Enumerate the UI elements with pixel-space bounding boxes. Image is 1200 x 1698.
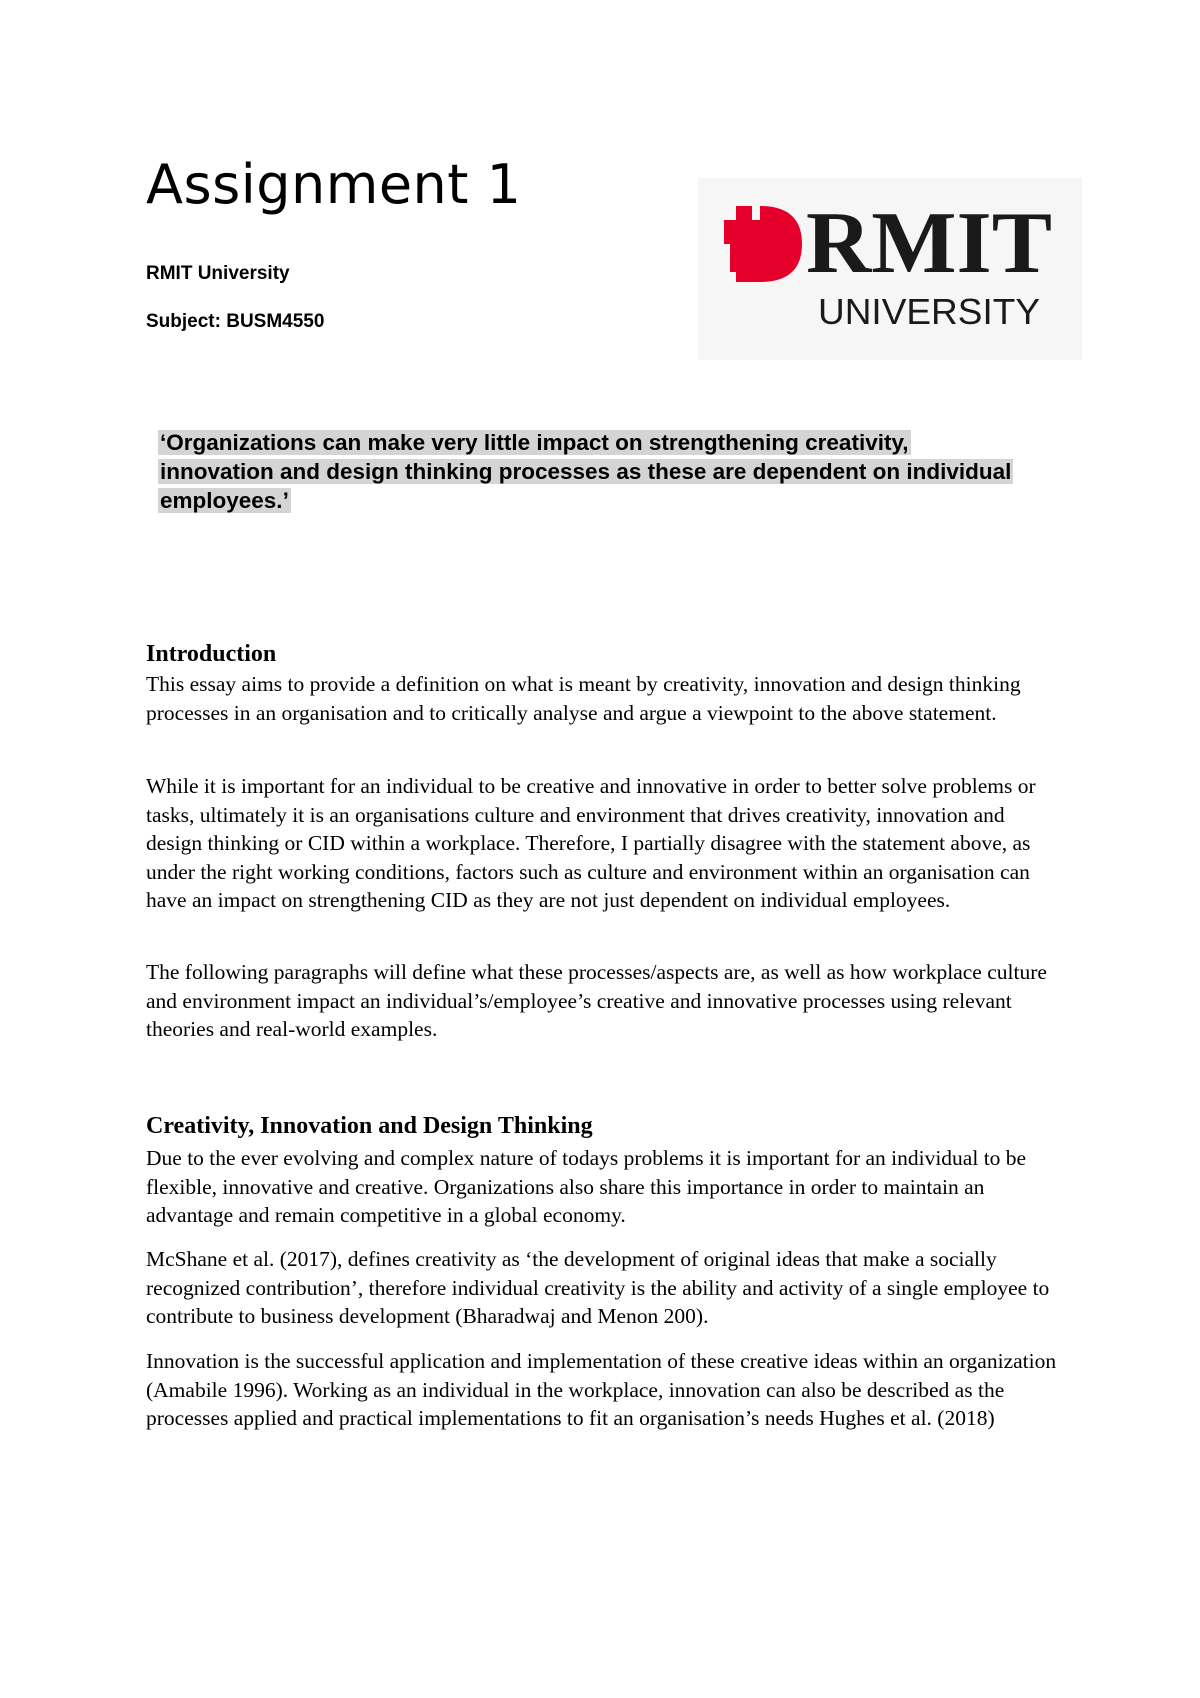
intro-paragraph: While it is important for an individual to be creative and innovative in order to better solve problems or tasks, ultimately it is an organisations culture and environment that drives creativity, innovation and design thinking or CID within a workplace. Therefore, I partially disagree with the statement above, as under the right working conditions, factors such as culture and environment within an organisation can have an impact on strengthening CID as they are not just dependent on individual employees.: [146, 774, 1036, 912]
rmit-pixel-mark-icon: [724, 206, 802, 282]
essay-question-text: ‘Organizations can make very little impact on strengthening creativity, innovation and design thinking processes as these are dependent on individual employees.’: [160, 430, 1012, 513]
cid-paragraph: Innovation is the successful application and implementation of these creative ideas within an organization (Amabile 1996). Working as an individual in the workplace, innovation can also be described as the processes applied and practical implementations to fit an organisation’s needs Hughes et al. (2018): [146, 1349, 1057, 1430]
essay-question: [158, 428, 1018, 515]
logo-wordmark: RMIT: [806, 195, 1052, 292]
intro-paragraph: The following paragraphs will define what these processes/aspects are, as well as how workplace culture and environment impact an individual’s/employee’s creative and innovative processes using relevant theories and real-world examples.: [146, 960, 1047, 1041]
section-heading-creativity-innovation-design: Creativity, Innovation and Design Thinking: [146, 1113, 593, 1139]
subject-code: Subject: BUSM4550: [146, 311, 325, 332]
rmit-logo: [698, 178, 1082, 360]
university-name: RMIT University: [146, 263, 290, 284]
section-heading-introduction: Introduction: [146, 641, 277, 667]
cid-paragraph: McShane et al. (2017), defines creativity as ‘the development of original ideas that make a socially recognized contribution’, therefore individual creativity is the ability and activity of a single employee to contribute to business development (Bharadwaj and Menon 200).: [146, 1247, 1050, 1328]
logo-subtitle: UNIVERSITY: [818, 291, 1040, 332]
document-title: Assignment 1: [146, 153, 522, 216]
cid-paragraph: Due to the ever evolving and complex nature of todays problems it is important for an individual to be flexible, innovative and creative. Organizations also share this importance in order to maintain an advantage and remain competitive in a global economy.: [146, 1146, 1027, 1227]
intro-paragraph: This essay aims to provide a definition on what is meant by creativity, innovation and design thinking processes in an organisation and to critically analyse and argue a viewpoint to the above statement.: [146, 672, 1021, 725]
rmit-logo-graphic: [698, 178, 1082, 360]
